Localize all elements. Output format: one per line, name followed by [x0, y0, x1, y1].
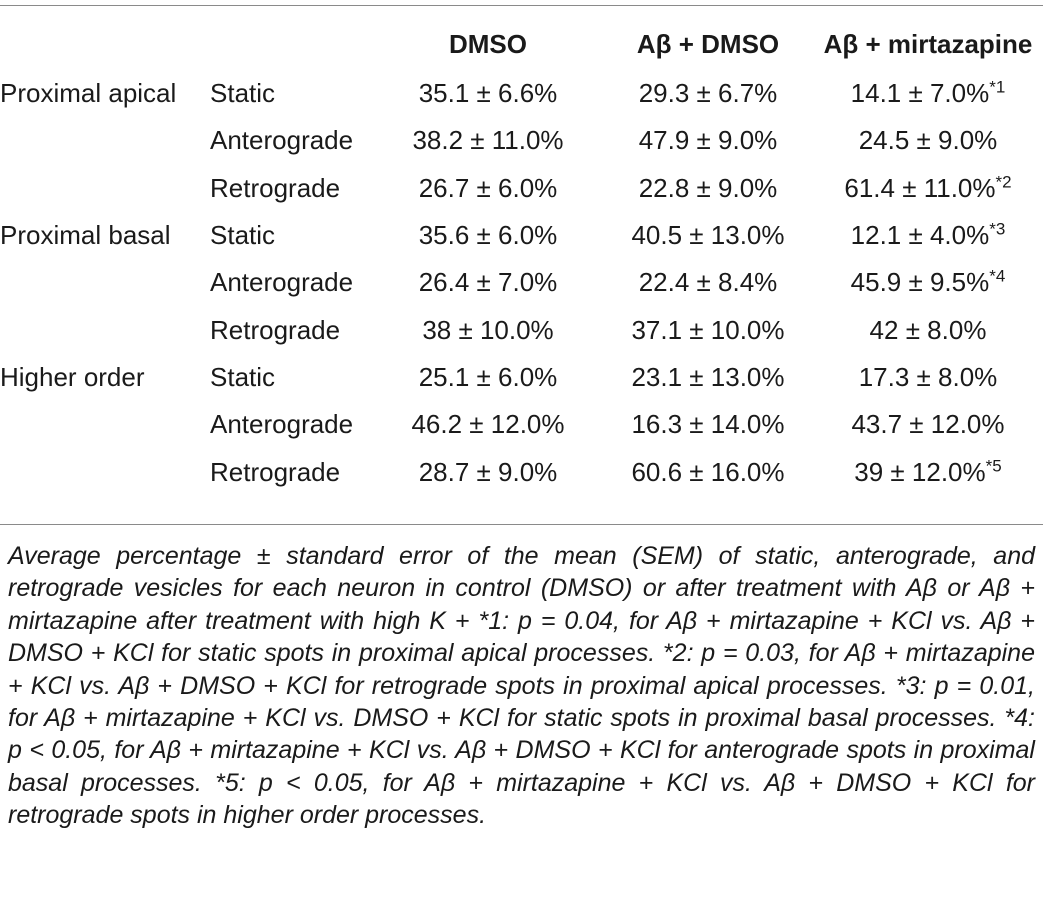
vesicle-type-cell-text: Anterograde: [210, 125, 354, 156]
table-row: [0, 306, 1043, 353]
ab-mirtazapine-value-cell: [813, 306, 1043, 353]
header-type: [210, 18, 373, 70]
ab-mirtazapine-value-cell: [813, 117, 1043, 164]
table-row: [0, 165, 1043, 212]
table-caption: Average percentage ± standard error of the mean (SEM) of static, anterograde, and retrograde vesicles for each neuron in control (DMSO) or after treatment with Aβ or Aβ + mirtazapine after treatment with high K + *1: p = 0.04, for Aβ + mirtazapine + KCl vs. Aβ + DMSO + KCl for static spots in proximal apical processes. *2: p = 0.03, for Aβ + mirtazapine + KCl vs. Aβ + DMSO + KCl for retrograde spots in proximal apical processes. *3: p = 0.01, for Aβ + mirtazapine + KCl vs. DMSO + KCl for static spots in proximal basal processes. *4: p < 0.05, for Aβ + mirtazapine + KCl vs. Aβ + DMSO + KCl for anterograde spots in proximal basal processes. *5: p < 0.05, for Aβ + mirtazapine + KCl vs. Aβ + DMSO + KCl for retrograde spots in higher order processes.: [8, 542, 1035, 830]
vesicle-type-cell: [210, 165, 373, 212]
header-ab-dmso: Aβ + DMSO: [636, 28, 780, 59]
ab-dmso-value-cell-text: 60.6 ± 16.0%: [631, 456, 785, 487]
region-cell: [0, 448, 210, 495]
dmso-value-cell-text: 25.1 ± 6.0%: [418, 361, 558, 392]
footnote-marker: *4: [989, 266, 1006, 286]
region-cell: [0, 70, 210, 117]
footnote-marker: *5: [985, 455, 1002, 475]
ab-mirtazapine-value-cell-text: 39 ± 12.0%: [854, 456, 986, 487]
vesicle-type-cell: [210, 70, 373, 117]
ab-dmso-value-cell: [603, 354, 813, 401]
header-region: [0, 18, 210, 70]
dmso-value-cell: [373, 401, 603, 448]
table-top-rule: [0, 5, 1043, 6]
vesicle-type-cell: [210, 117, 373, 164]
ab-dmso-value-cell-text: 40.5 ± 13.0%: [631, 220, 785, 251]
ab-mirtazapine-value-cell-text: 17.3 ± 8.0%: [858, 361, 998, 392]
ab-mirtazapine-value-cell: [813, 259, 1043, 306]
dmso-value-cell-text: 26.4 ± 7.0%: [418, 267, 558, 298]
vesicle-type-cell: [210, 259, 373, 306]
dmso-value-cell: [373, 306, 603, 353]
ab-dmso-value-cell-text: 23.1 ± 13.0%: [631, 361, 785, 392]
region-cell: [0, 354, 210, 401]
dmso-value-cell-text: 26.7 ± 6.0%: [418, 172, 558, 203]
dmso-value-cell: [373, 212, 603, 259]
dmso-value-cell: [373, 259, 603, 306]
footnote-marker: *1: [989, 77, 1006, 97]
ab-mirtazapine-value-cell-text: 61.4 ± 11.0%: [844, 172, 996, 203]
ab-dmso-value-cell: [603, 306, 813, 353]
dmso-value-cell-text: 35.6 ± 6.0%: [418, 220, 558, 251]
vesicle-type-cell-text: Retrograde: [210, 172, 341, 203]
region-cell: [0, 165, 210, 212]
region-cell: [0, 117, 210, 164]
ab-dmso-value-cell: [603, 70, 813, 117]
vesicle-type-cell-text: Anterograde: [210, 409, 354, 440]
table-row: [0, 448, 1043, 495]
table-row: [0, 212, 1043, 259]
dmso-value-cell-text: 46.2 ± 12.0%: [411, 409, 565, 440]
ab-mirtazapine-value-cell: [813, 212, 1043, 259]
table-header-row: [0, 18, 1043, 70]
dmso-value-cell-text: 38.2 ± 11.0%: [412, 125, 564, 156]
table-row: [0, 354, 1043, 401]
dmso-value-cell: [373, 70, 603, 117]
ab-mirtazapine-value-cell: [813, 70, 1043, 117]
region-cell-text: Higher order: [0, 361, 145, 392]
region-cell: [0, 259, 210, 306]
ab-mirtazapine-value-cell-text: 24.5 ± 9.0%: [858, 125, 998, 156]
region-cell-text: Proximal basal: [0, 220, 171, 251]
vesicle-type-cell-text: Retrograde: [210, 314, 341, 345]
vesicle-type-cell-text: Static: [210, 220, 276, 251]
vesicle-type-cell: [210, 306, 373, 353]
vesicle-type-cell: [210, 354, 373, 401]
ab-dmso-value-cell-text: 29.3 ± 6.7%: [638, 78, 778, 109]
ab-dmso-value-cell: [603, 165, 813, 212]
dmso-value-cell-text: 38 ± 10.0%: [422, 314, 554, 345]
table-row: [0, 70, 1043, 117]
results-table: [0, 18, 1043, 496]
vesicle-type-cell-text: Static: [210, 78, 276, 109]
ab-mirtazapine-value-cell-text: 43.7 ± 12.0%: [851, 409, 1005, 440]
vesicle-type-cell-text: Static: [210, 361, 276, 392]
ab-dmso-value-cell: [603, 117, 813, 164]
footnote-marker: *3: [989, 219, 1006, 239]
ab-mirtazapine-value-cell: [813, 448, 1043, 495]
region-cell: [0, 212, 210, 259]
dmso-value-cell-text: 35.1 ± 6.6%: [418, 78, 558, 109]
table-row: [0, 117, 1043, 164]
ab-dmso-value-cell-text: 22.4 ± 8.4%: [638, 267, 778, 298]
ab-mirtazapine-value-cell-text: 42 ± 8.0%: [869, 314, 987, 345]
ab-dmso-value-cell: [603, 401, 813, 448]
dmso-value-cell: [373, 165, 603, 212]
table-row: [0, 401, 1043, 448]
ab-dmso-value-cell: [603, 448, 813, 495]
ab-dmso-value-cell-text: 37.1 ± 10.0%: [631, 314, 785, 345]
region-cell: [0, 401, 210, 448]
ab-mirtazapine-value-cell: [813, 165, 1043, 212]
vesicle-type-cell: [210, 448, 373, 495]
vesicle-type-cell-text: Retrograde: [210, 456, 341, 487]
table-body: [0, 70, 1043, 496]
table-row: [0, 259, 1043, 306]
ab-dmso-value-cell-text: 47.9 ± 9.0%: [638, 125, 778, 156]
ab-dmso-value-cell: [603, 259, 813, 306]
region-cell: [0, 306, 210, 353]
dmso-value-cell: [373, 117, 603, 164]
ab-mirtazapine-value-cell-text: 12.1 ± 4.0%: [850, 220, 990, 251]
table-bottom-rule: [0, 524, 1043, 525]
ab-mirtazapine-value-cell: [813, 354, 1043, 401]
dmso-value-cell: [373, 354, 603, 401]
dmso-value-cell: [373, 448, 603, 495]
vesicle-type-cell: [210, 212, 373, 259]
ab-mirtazapine-value-cell: [813, 401, 1043, 448]
footnote-marker: *2: [995, 172, 1012, 192]
vesicle-type-cell: [210, 401, 373, 448]
ab-dmso-value-cell: [603, 212, 813, 259]
dmso-value-cell-text: 28.7 ± 9.0%: [418, 456, 558, 487]
region-cell-text: Proximal apical: [0, 78, 177, 109]
header-dmso: DMSO: [449, 28, 527, 59]
ab-dmso-value-cell-text: 16.3 ± 14.0%: [631, 409, 785, 440]
ab-mirtazapine-value-cell-text: 45.9 ± 9.5%: [850, 267, 990, 298]
header-ab-mirtazapine: Aβ + mirtazapine: [823, 28, 1033, 59]
vesicle-type-cell-text: Anterograde: [210, 267, 354, 298]
ab-dmso-value-cell-text: 22.8 ± 9.0%: [638, 172, 778, 203]
ab-mirtazapine-value-cell-text: 14.1 ± 7.0%: [850, 78, 990, 109]
